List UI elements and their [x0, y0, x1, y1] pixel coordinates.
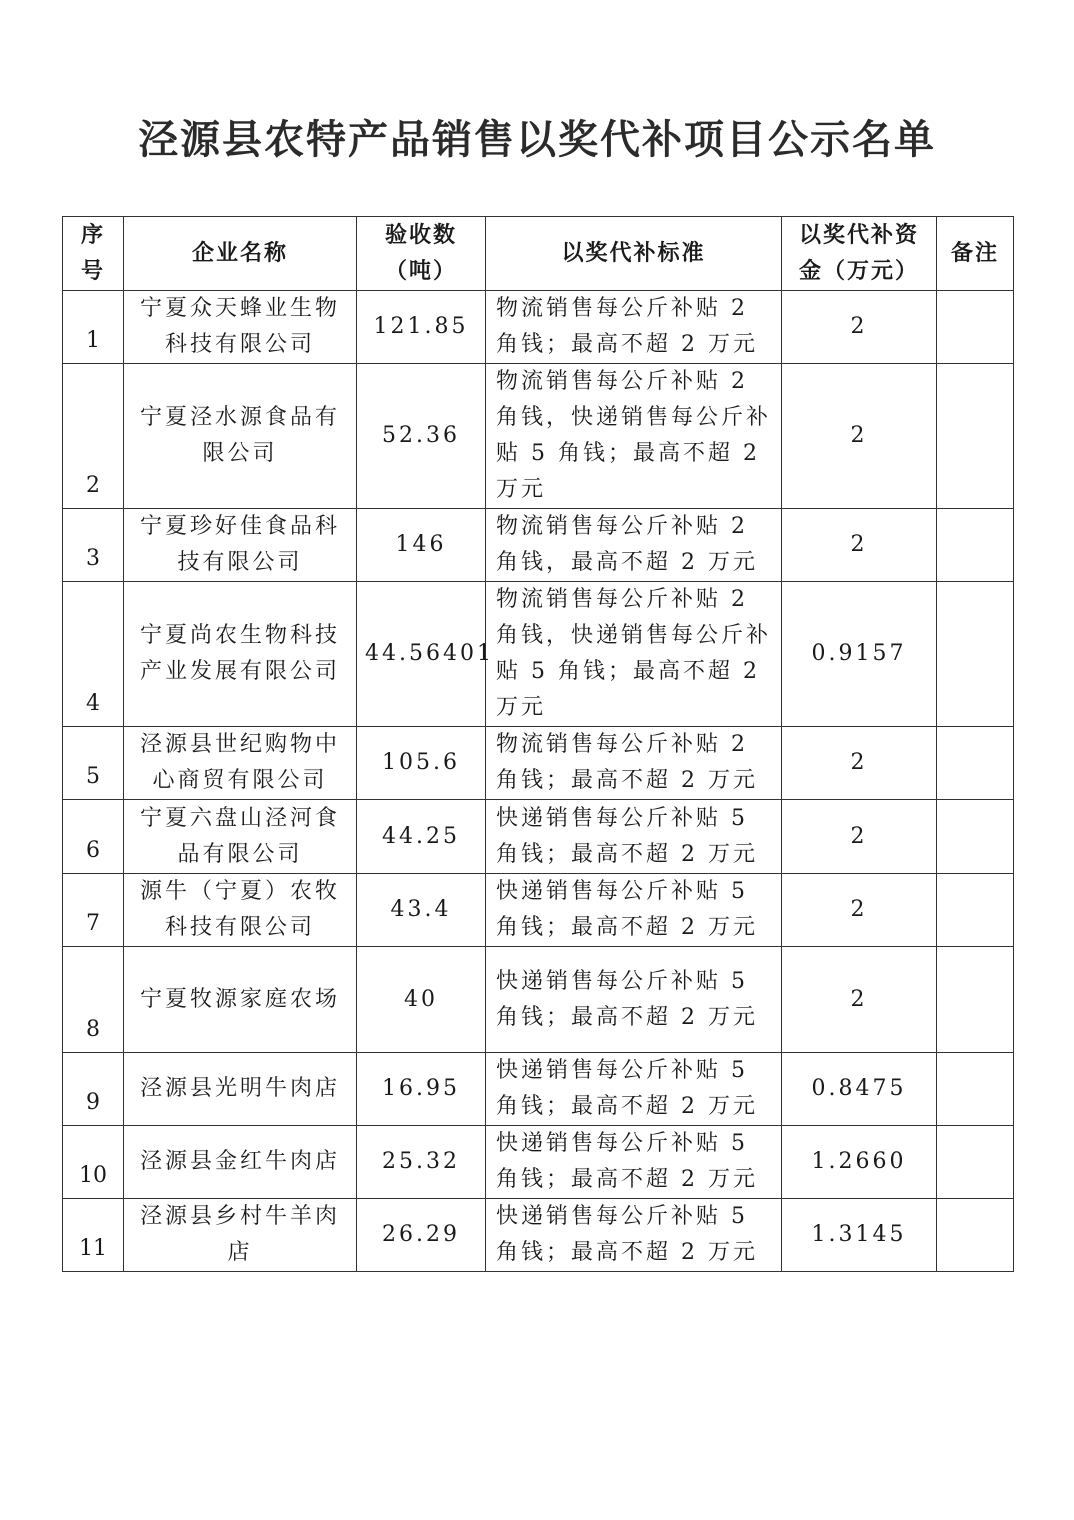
subsidy-standard-cell: 快递销售每公斤补贴 5 角钱；最高不超 2 万元 [486, 800, 782, 874]
row-index-cell: 3 [63, 509, 124, 582]
subsidy-standard-cell: 快递销售每公斤补贴 5 角钱；最高不超 2 万元 [486, 874, 782, 947]
header-index-line2: 号 [80, 258, 105, 284]
note-cell [937, 947, 1014, 1053]
table-row [63, 1199, 1014, 1272]
row-index-cell: 2 [63, 364, 124, 509]
subsidy-table [62, 216, 1014, 1272]
subsidy-standard-cell: 物流销售每公斤补贴 2 角钱；最高不超 2 万元 [486, 291, 782, 364]
table-row [63, 874, 1014, 947]
subsidy-amount-cell: 2 [782, 947, 937, 1053]
row-index-cell: 10 [63, 1126, 124, 1199]
note-cell [937, 800, 1014, 874]
subsidy-amount-cell: 0.8475 [782, 1053, 937, 1126]
subsidy-amount-cell: 2 [782, 364, 937, 509]
quantity-cell: 146 [357, 509, 486, 582]
table-row [63, 582, 1014, 727]
row-index-cell: 7 [63, 874, 124, 947]
company-name-cell: 宁夏珍好佳食品科技有限公司 [124, 509, 357, 582]
quantity-cell: 43.4 [357, 874, 486, 947]
row-index-cell: 5 [63, 727, 124, 800]
table-row [63, 1053, 1014, 1126]
header-index [63, 217, 124, 291]
header-quantity-line1: 验收数 [384, 222, 457, 248]
note-cell [937, 1053, 1014, 1126]
subsidy-amount-cell: 1.3145 [782, 1199, 937, 1272]
row-index-cell: 11 [63, 1199, 124, 1272]
quantity-cell: 25.32 [357, 1126, 486, 1199]
header-standard: 以奖代补标准 [486, 217, 782, 291]
company-name-cell: 源牛（宁夏）农牧科技有限公司 [124, 874, 357, 947]
subsidy-standard-cell: 快递销售每公斤补贴 5 角钱；最高不超 2 万元 [486, 1053, 782, 1126]
row-index-cell: 1 [63, 291, 124, 364]
table-row [63, 291, 1014, 364]
quantity-cell: 44.56401 [357, 582, 486, 727]
note-cell [937, 364, 1014, 509]
subsidy-amount-cell: 2 [782, 874, 937, 947]
subsidy-amount-cell: 0.9157 [782, 582, 937, 727]
table-row [63, 800, 1014, 874]
document-title: 泾源县农特产品销售以奖代补项目公示名单 [138, 117, 936, 163]
header-quantity [357, 217, 486, 291]
company-name-cell: 宁夏六盘山泾河食品有限公司 [124, 800, 357, 874]
header-quantity-line2: （吨） [384, 258, 457, 284]
note-cell [937, 727, 1014, 800]
subsidy-standard-cell: 物流销售每公斤补贴 2 角钱，快递销售每公斤补贴 5 角钱；最高不超 2 万元 [486, 364, 782, 509]
row-index-cell: 6 [63, 800, 124, 874]
quantity-cell: 26.29 [357, 1199, 486, 1272]
company-name-cell: 宁夏尚农生物科技产业发展有限公司 [124, 582, 357, 727]
table-row [63, 727, 1014, 800]
row-index-cell: 4 [63, 582, 124, 727]
quantity-cell: 44.25 [357, 800, 486, 874]
quantity-cell: 121.85 [357, 291, 486, 364]
company-name-cell: 泾源县乡村牛羊肉店 [124, 1199, 357, 1272]
company-name-cell: 泾源县光明牛肉店 [124, 1053, 357, 1126]
subsidy-standard-cell: 快递销售每公斤补贴 5 角钱；最高不超 2 万元 [486, 1199, 782, 1272]
table-row [63, 509, 1014, 582]
note-cell [937, 291, 1014, 364]
subsidy-amount-cell: 2 [782, 509, 937, 582]
subsidy-standard-cell: 物流销售每公斤补贴 2 角钱；最高不超 2 万元 [486, 727, 782, 800]
note-cell [937, 1126, 1014, 1199]
header-index-line1: 序 [80, 222, 105, 248]
subsidy-standard-cell: 物流销售每公斤补贴 2 角钱，快递销售每公斤补贴 5 角钱；最高不超 2 万元 [486, 582, 782, 727]
table-row [63, 1126, 1014, 1199]
company-name-cell: 宁夏泾水源食品有限公司 [124, 364, 357, 509]
note-cell [937, 582, 1014, 727]
header-row [63, 217, 1014, 291]
row-index-cell: 9 [63, 1053, 124, 1126]
table-row [63, 947, 1014, 1053]
quantity-cell: 52.36 [357, 364, 486, 509]
subsidy-standard-cell: 物流销售每公斤补贴 2 角钱，最高不超 2 万元 [486, 509, 782, 582]
note-cell [937, 1199, 1014, 1272]
header-company-name: 企业名称 [124, 217, 357, 291]
quantity-cell: 105.6 [357, 727, 486, 800]
table-row [63, 364, 1014, 509]
subsidy-amount-cell: 1.2660 [782, 1126, 937, 1199]
header-amount-line1: 以奖代补资 [798, 222, 919, 248]
company-name-cell: 泾源县世纪购物中心商贸有限公司 [124, 727, 357, 800]
subsidy-amount-cell: 2 [782, 727, 937, 800]
company-name-cell: 泾源县金红牛肉店 [124, 1126, 357, 1199]
subsidy-standard-cell: 快递销售每公斤补贴 5 角钱；最高不超 2 万元 [486, 947, 782, 1053]
company-name-cell: 宁夏牧源家庭农场 [124, 947, 357, 1053]
subsidy-standard-cell: 快递销售每公斤补贴 5 角钱；最高不超 2 万元 [486, 1126, 782, 1199]
note-cell [937, 509, 1014, 582]
row-index-cell: 8 [63, 947, 124, 1053]
header-amount-line2: 金（万元） [798, 258, 919, 284]
quantity-cell: 40 [357, 947, 486, 1053]
note-cell [937, 874, 1014, 947]
quantity-cell: 16.95 [357, 1053, 486, 1126]
company-name-cell: 宁夏众天蜂业生物科技有限公司 [124, 291, 357, 364]
header-note: 备注 [937, 217, 1014, 291]
header-amount [782, 217, 937, 291]
subsidy-amount-cell: 2 [782, 800, 937, 874]
subsidy-amount-cell: 2 [782, 291, 937, 364]
